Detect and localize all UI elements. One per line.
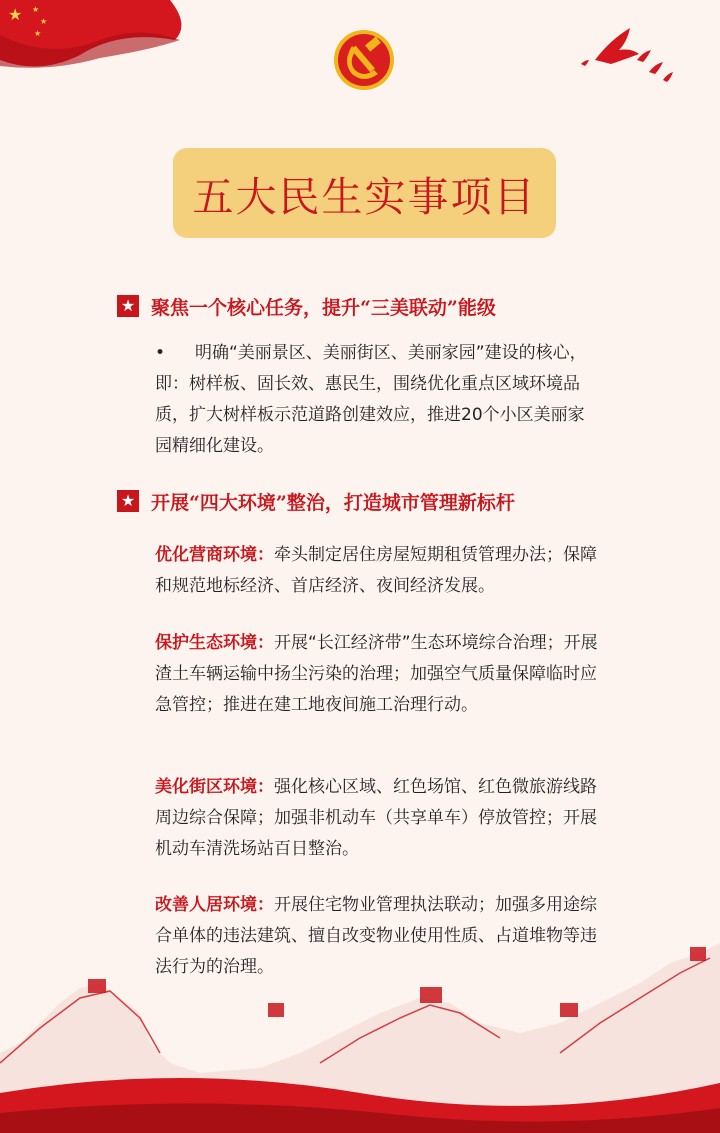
party-emblem-icon (332, 28, 396, 92)
item-ecological-environment (155, 628, 600, 721)
star-icon: ★ (117, 295, 139, 317)
svg-text:★: ★ (40, 17, 48, 26)
star-icon: ★ (117, 490, 139, 512)
section-1-text: 明确“美丽景区、美丽街区、美丽家园”建设的核心，即：树样板、固长效、惠民生，围绕优化重点区域环境品质，扩大树样板示范道路创建效应，推进20个小区美丽家园精细化建设。 (155, 343, 587, 456)
item-text: 开展“长江经济带”生态环境综合治理；开展渣土车辆运输中扬尘污染的治理；加强空气质量保障临时应急管控；推进在建工地夜间施工治理行动。 (155, 633, 598, 715)
item-label: 优化营商环境： (155, 545, 274, 565)
svg-text:★: ★ (8, 5, 23, 24)
section-1-body (155, 338, 600, 462)
dove-icon (575, 20, 685, 90)
svg-text:★: ★ (34, 29, 42, 38)
flag-icon (0, 0, 200, 80)
great-wall-icon (0, 943, 720, 1133)
bullet: • (155, 343, 166, 363)
section-2-title: 开展“四大环境”整治，打造城市管理新标杆 (151, 491, 515, 514)
item-label: 美化街区环境： (155, 777, 274, 797)
svg-text:★: ★ (32, 5, 40, 14)
section-2-heading (117, 487, 515, 515)
item-label: 保护生态环境： (155, 633, 274, 653)
item-business-environment (155, 540, 600, 602)
item-text: 开展住宅物业管理执法联动；加强多用途综合单体的违法建筑、擅自改变物业使用性质、占道堆物等违法行为的治理。 (155, 895, 597, 977)
page-title: 五大民生实事项目 (192, 172, 537, 221)
item-label: 改善人居环境： (155, 895, 274, 915)
item-text: 强化核心区域、红色场馆、红色微旅游线路周边综合保障；加强非机动车（共享单车）停放管控；开展机动车清洗场站百日整治。 (155, 777, 597, 859)
item-text: 牵头制定居住房屋短期租赁管理办法；保障和规范地标经济、首店经济、夜间经济发展。 (155, 545, 597, 596)
item-street-environment (155, 772, 600, 865)
page-title-box (173, 148, 556, 238)
section-1-title: 聚焦一个核心任务，提升“三美联动”能级 (151, 296, 496, 319)
section-1-heading (117, 292, 496, 320)
